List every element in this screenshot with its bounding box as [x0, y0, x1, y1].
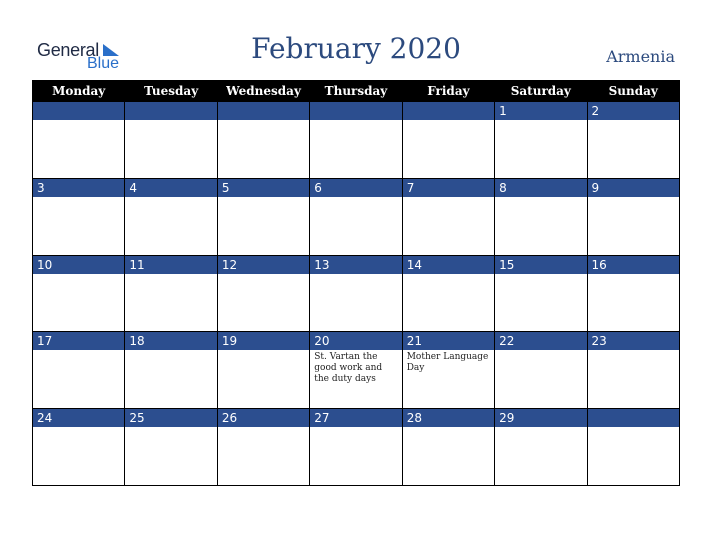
day-cell	[310, 332, 402, 409]
weekday-friday: Friday	[402, 80, 494, 102]
day-number: 23	[588, 332, 679, 350]
day-number	[403, 102, 494, 120]
day-number: 6	[310, 179, 401, 197]
day-cell	[33, 178, 125, 255]
day-cell	[402, 409, 494, 486]
day-number: 28	[403, 409, 494, 427]
day-number: 3	[33, 179, 124, 197]
day-number: 22	[495, 332, 586, 350]
day-number: 14	[403, 256, 494, 274]
day-cell	[125, 332, 217, 409]
weekday-thursday: Thursday	[310, 80, 402, 102]
week-row	[33, 102, 680, 179]
day-cell	[217, 409, 309, 486]
day-number: 19	[218, 332, 309, 350]
page-title: February 2020	[251, 32, 461, 65]
day-cell	[125, 178, 217, 255]
day-cell	[310, 409, 402, 486]
day-number: 4	[125, 179, 216, 197]
day-cell	[402, 255, 494, 332]
day-number: 20	[310, 332, 401, 350]
week-row	[33, 178, 680, 255]
day-number	[588, 409, 679, 427]
day-cell	[217, 255, 309, 332]
weekday-wednesday: Wednesday	[217, 80, 309, 102]
weekday-tuesday: Tuesday	[125, 80, 217, 102]
day-cell	[495, 332, 587, 409]
weekday-header-row	[33, 80, 680, 102]
day-number: 7	[403, 179, 494, 197]
day-number: 11	[125, 256, 216, 274]
day-number: 2	[588, 102, 679, 120]
day-cell	[217, 102, 309, 179]
weekday-monday: Monday	[33, 80, 125, 102]
day-cell	[310, 255, 402, 332]
day-cell	[587, 178, 679, 255]
weekday-saturday: Saturday	[495, 80, 587, 102]
logo-blue-text: Blue	[87, 55, 120, 72]
day-number: 10	[33, 256, 124, 274]
day-cell	[125, 255, 217, 332]
day-number: 17	[33, 332, 124, 350]
day-number: 18	[125, 332, 216, 350]
day-number: 25	[125, 409, 216, 427]
day-number: 29	[495, 409, 586, 427]
day-number: 16	[588, 256, 679, 274]
day-cell	[587, 332, 679, 409]
day-cell	[125, 102, 217, 179]
day-number: 8	[495, 179, 586, 197]
day-cell	[587, 255, 679, 332]
day-number: 24	[33, 409, 124, 427]
day-number: 13	[310, 256, 401, 274]
day-cell	[217, 178, 309, 255]
week-row	[33, 332, 680, 409]
holiday-label: St. Vartan the good work and the duty days	[314, 352, 383, 385]
day-cell	[495, 409, 587, 486]
day-number: 15	[495, 256, 586, 274]
country-label: Armenia	[606, 47, 675, 66]
day-number	[310, 102, 401, 120]
day-cell	[33, 409, 125, 486]
day-number	[218, 102, 309, 120]
day-cell	[33, 332, 125, 409]
day-number: 1	[495, 102, 586, 120]
day-cell	[587, 409, 679, 486]
day-number	[33, 102, 124, 120]
weekday-sunday: Sunday	[587, 80, 679, 102]
day-number: 27	[310, 409, 401, 427]
logo-general-text: General	[37, 40, 99, 60]
holiday-label: Mother Language Day	[406, 352, 489, 374]
day-cell	[495, 102, 587, 179]
day-number: 5	[218, 179, 309, 197]
day-cell	[587, 102, 679, 179]
day-cell	[33, 102, 125, 179]
day-cell	[402, 178, 494, 255]
day-cell	[402, 332, 494, 409]
day-cell	[495, 178, 587, 255]
day-number	[125, 102, 216, 120]
day-cell	[310, 178, 402, 255]
day-cell	[402, 102, 494, 179]
week-row	[33, 255, 680, 332]
calendar-grid	[32, 80, 680, 486]
day-cell	[310, 102, 402, 179]
day-cell	[33, 255, 125, 332]
day-number: 12	[218, 256, 309, 274]
day-number: 9	[588, 179, 679, 197]
day-number: 21	[403, 332, 494, 350]
day-cell	[495, 255, 587, 332]
day-cell	[217, 332, 309, 409]
day-number: 26	[218, 409, 309, 427]
day-cell	[125, 409, 217, 486]
week-row	[33, 409, 680, 486]
